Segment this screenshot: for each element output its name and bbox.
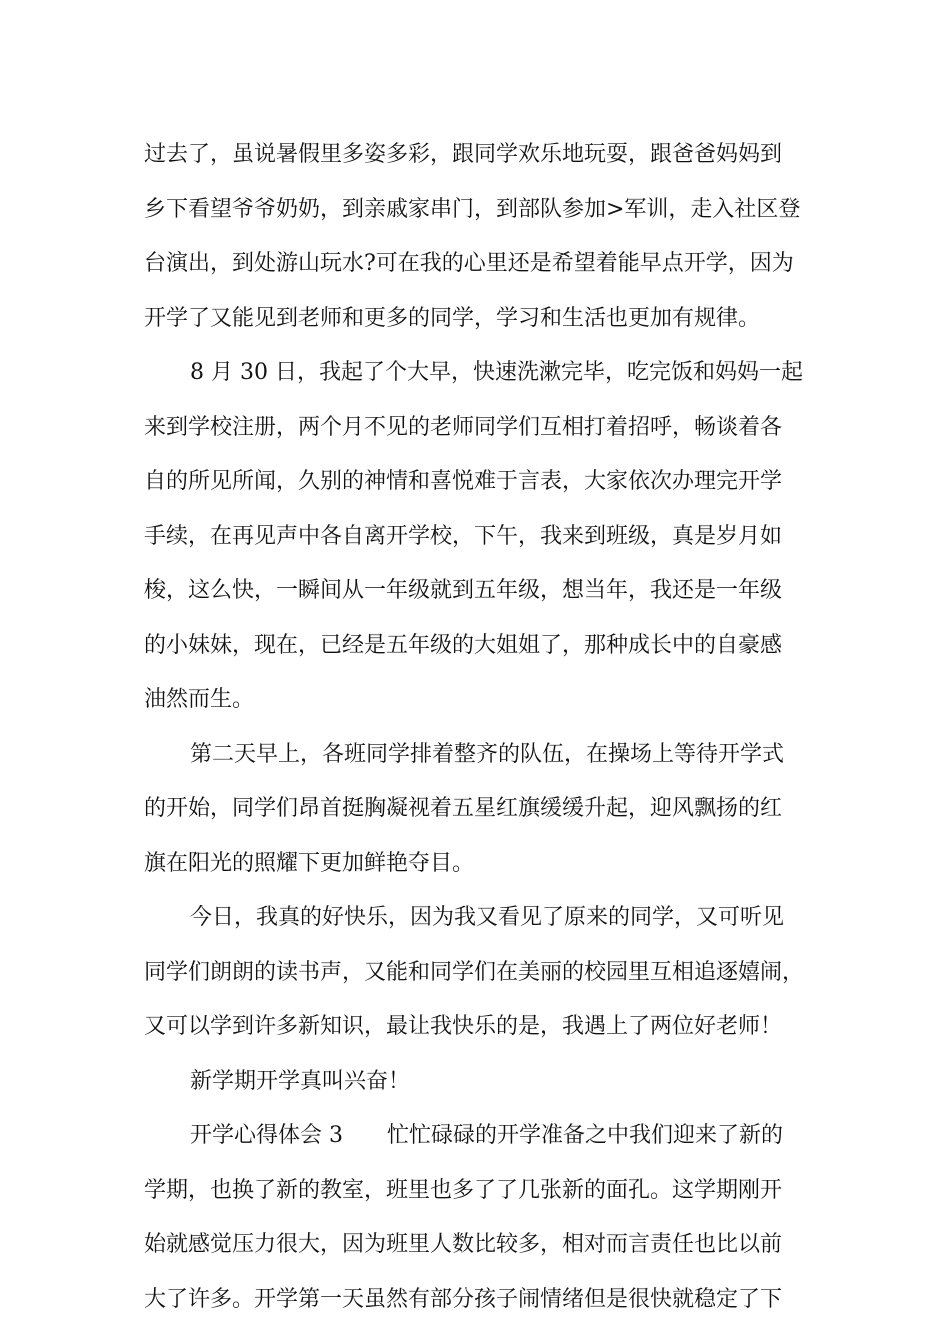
- text-line: 来到学校注册，两个月不见的老师同学们互相打着招呼，畅谈着各: [144, 414, 783, 440]
- document-body: [144, 128, 814, 1327]
- paragraph-start-line: 8 月 30 日，我起了个大早，快速洗漱完毕，吃完饭和妈妈一起: [190, 360, 803, 385]
- text-line: 手续，在再见声中各自离开学校，下午，我来到班级，真是岁月如: [144, 523, 783, 549]
- text-line: 的开始，同学们昂首挺胸凝视着五星红旗缓缓升起，迎风飘扬的红: [144, 796, 783, 821]
- paragraph-start-line: 今日，我真的好快乐，因为我又看见了原来的同学，又可听见: [190, 905, 785, 930]
- text-line: 的小妹妹，现在，已经是五年级的大姐姐了，那种成长中的自豪感: [144, 632, 783, 658]
- text-line: 始就感觉压力很大，因为班里人数比较多，相对而言责任也比以前: [144, 1232, 783, 1257]
- text-line: 又可以学到许多新知识，最让我快乐的是，我遇上了两位好老师！: [144, 1014, 783, 1039]
- section-heading-line: [144, 1109, 814, 1164]
- section-heading: 开学心得体会 3: [190, 1123, 343, 1148]
- section-first-text: 忙忙碌碌的开学准备之中我们迎来了新的: [387, 1123, 784, 1148]
- text-line: 同学们朗朗的读书声，又能和同学们在美丽的校园里互相追逐嬉闹，: [144, 959, 805, 985]
- text-line: 乡下看望爷爷奶奶，到亲戚家串门，到部队参加>军训，走入社区登: [144, 196, 801, 222]
- text-line: 开学了又能见到老师和更多的同学，学习和生活也更加有规律。: [144, 305, 761, 331]
- text-line: 大了许多。开学第一天虽然有部分孩子闹情绪但是很快就稳定了下: [144, 1286, 783, 1312]
- paragraph-start-line: 第二天早上，各班同学排着整齐的队伍，在操场上等待开学式: [190, 741, 785, 767]
- text-line: 旗在阳光的照耀下更加鲜艳夺目。: [144, 850, 475, 876]
- paragraph-start-line: 新学期开学真叫兴奋！: [190, 1068, 411, 1094]
- text-line: 过去了，虽说暑假里多姿多彩，跟同学欢乐地玩耍，跟爸爸妈妈到: [144, 142, 783, 167]
- text-line: 学期，也换了新的教室，班里也多了了几张新的面孔。这学期刚开: [144, 1177, 783, 1203]
- text-line: 自的所见所闻，久别的神情和喜悦难于言表，大家依次办理完开学: [144, 469, 783, 494]
- text-line: 梭，这么快，一瞬间从一年级就到五年级，想当年，我还是一年级: [144, 578, 783, 603]
- text-line: 油然而生。: [144, 687, 255, 712]
- text-line: 台演出，到处游山玩水?可在我的心里还是希望着能早点开学，因为: [144, 251, 794, 276]
